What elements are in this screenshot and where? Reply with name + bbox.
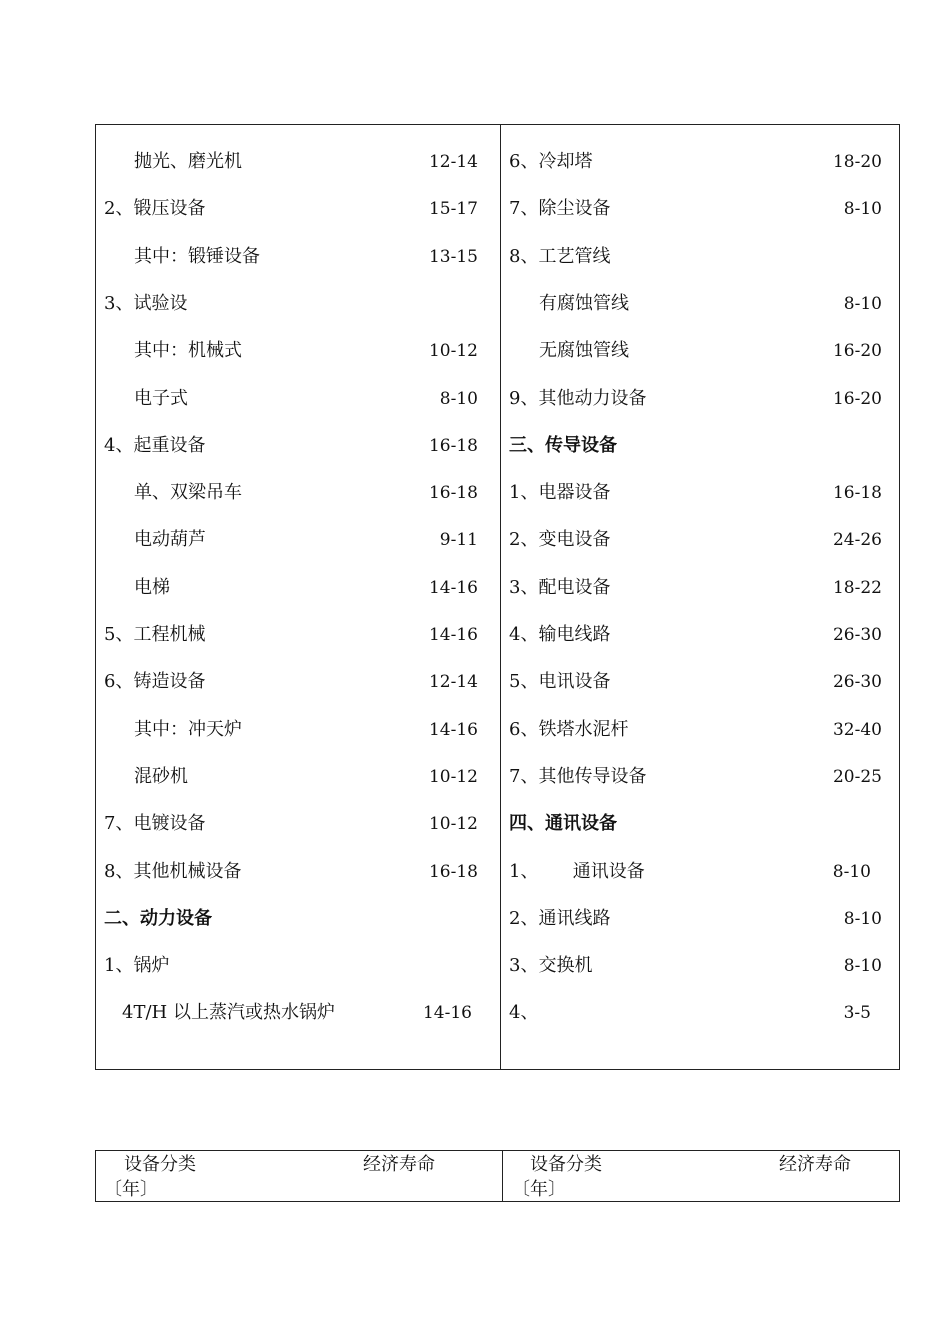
equipment-category: 7、电镀设备 <box>104 813 206 835</box>
table-row <box>96 194 500 224</box>
table-row <box>501 242 899 272</box>
equipment-category: 4T/H 以上蒸汽或热水锅炉 <box>122 1002 335 1024</box>
table-row <box>96 762 500 792</box>
section-heading: 三、传导设备 <box>509 434 617 456</box>
header-cell-left <box>96 1151 502 1201</box>
equipment-category: 6、铸造设备 <box>104 671 206 693</box>
economic-life-value: 24-26 <box>832 530 882 551</box>
economic-life-value: 8-10 <box>843 293 882 314</box>
economic-life-value: 16-18 <box>428 435 478 456</box>
economic-life-value: 16-18 <box>428 483 478 504</box>
header-cell-right <box>503 1151 899 1201</box>
header-unit: 〔年〕 <box>512 1179 566 1200</box>
economic-life-value: 8-10 <box>439 388 478 409</box>
equipment-category: 有腐蚀管线 <box>539 292 629 314</box>
table-row <box>96 998 500 1028</box>
header-unit: 〔年〕 <box>104 1179 158 1200</box>
economic-life-value: 32-40 <box>832 719 882 740</box>
economic-life-value: 3-5 <box>843 1003 871 1024</box>
table-row <box>501 762 899 792</box>
header-category: 设备分类 <box>530 1154 602 1175</box>
equipment-category: 3、配电设备 <box>509 576 611 598</box>
equipment-category: 4、输电线路 <box>509 624 611 645</box>
economic-life-value: 16-18 <box>832 483 882 504</box>
table-row <box>501 667 899 697</box>
economic-life-value: 26-30 <box>832 625 882 645</box>
section-heading: 四、通讯设备 <box>509 813 617 835</box>
table-row <box>96 289 500 319</box>
economic-life-value: 10-12 <box>428 766 478 787</box>
table-row <box>96 384 500 414</box>
section-heading-row <box>501 809 899 839</box>
equipment-category: 抛光、磨光机 <box>134 151 242 172</box>
economic-life-value: 15-17 <box>428 199 478 220</box>
equipment-category: 8、其他机械设备 <box>104 860 242 882</box>
table-row <box>501 147 899 177</box>
table-row <box>96 951 500 981</box>
table-row <box>501 715 899 745</box>
header-life: 经济寿命 <box>779 1154 851 1175</box>
section-heading-row <box>501 431 899 461</box>
economic-life-value: 18-20 <box>832 152 882 172</box>
equipment-category: 其中：机械式 <box>134 340 242 362</box>
equipment-category: 7、除尘设备 <box>509 198 611 220</box>
equipment-category: 1、 通讯设备 <box>509 860 645 882</box>
equipment-category: 7、其他传导设备 <box>509 765 647 787</box>
economic-life-value: 8-10 <box>843 908 882 929</box>
table-row <box>96 525 500 555</box>
economic-life-value: 12-14 <box>428 152 478 172</box>
table-row <box>96 478 500 508</box>
equipment-category: 电动葫芦 <box>134 529 206 551</box>
table-row <box>501 857 899 887</box>
equipment-category: 电子式 <box>134 387 188 409</box>
equipment-category: 混砂机 <box>134 765 188 787</box>
equipment-category: 6、冷却塔 <box>509 151 593 172</box>
equipment-category: 5、工程机械 <box>104 624 206 645</box>
economic-life-value: 10-12 <box>428 341 478 362</box>
table-row <box>96 242 500 272</box>
table-row <box>501 384 899 414</box>
table-row <box>96 336 500 366</box>
table-row <box>501 336 899 366</box>
equipment-category: 4、 <box>509 1002 539 1024</box>
equipment-category: 无腐蚀管线 <box>539 340 629 362</box>
economic-life-value: 16-20 <box>832 388 882 409</box>
table-row <box>501 525 899 555</box>
equipment-category: 其中：锻锤设备 <box>134 245 260 267</box>
equipment-category: 6、铁塔水泥杆 <box>509 718 629 740</box>
table-row <box>501 289 899 319</box>
economic-life-value: 14-16 <box>422 1003 472 1024</box>
equipment-category: 单、双梁吊车 <box>134 482 242 504</box>
equipment-category: 1、电器设备 <box>509 482 611 504</box>
header-category: 设备分类 <box>124 1154 196 1175</box>
equipment-category: 3、试验设 <box>104 292 188 314</box>
equipment-category: 2、通讯线路 <box>509 907 611 929</box>
economic-life-value: 8-10 <box>843 956 882 977</box>
equipment-category: 8、工艺管线 <box>509 245 611 267</box>
economic-life-value: 18-22 <box>832 577 882 598</box>
section-heading: 二、动力设备 <box>104 907 212 929</box>
table-row <box>501 904 899 934</box>
table-row <box>96 620 500 650</box>
table-row <box>501 573 899 603</box>
table-row <box>96 573 500 603</box>
equipment-category: 4、起重设备 <box>104 434 206 456</box>
economic-life-value: 8-10 <box>843 199 882 220</box>
table-row <box>501 194 899 224</box>
table-row <box>96 857 500 887</box>
table-row <box>501 951 899 981</box>
economic-life-value: 14-16 <box>428 625 478 645</box>
equipment-life-table <box>95 124 900 1070</box>
header-life: 经济寿命 <box>363 1154 435 1175</box>
economic-life-value: 14-16 <box>428 577 478 598</box>
equipment-category: 2、锻压设备 <box>104 198 206 220</box>
economic-life-value: 16-20 <box>832 341 882 362</box>
equipment-category: 9、其他动力设备 <box>509 387 647 409</box>
table-row <box>96 147 500 177</box>
equipment-category: 2、变电设备 <box>509 529 611 551</box>
economic-life-value: 26-30 <box>832 672 882 693</box>
equipment-category: 5、电讯设备 <box>509 671 611 693</box>
table-row <box>501 620 899 650</box>
economic-life-value: 20-25 <box>832 766 882 787</box>
equipment-category: 1、锅炉 <box>104 955 170 977</box>
equipment-category: 电梯 <box>134 576 170 598</box>
economic-life-value: 9-11 <box>439 530 478 551</box>
section-heading-row <box>96 904 500 934</box>
header-table <box>95 1150 900 1202</box>
table-row <box>96 431 500 461</box>
economic-life-value: 14-16 <box>428 719 478 740</box>
equipment-category: 其中：冲天炉 <box>134 718 242 740</box>
economic-life-value: 10-12 <box>428 814 478 835</box>
table-row <box>96 667 500 697</box>
table-row <box>501 998 899 1028</box>
table-row <box>96 809 500 839</box>
economic-life-value: 13-15 <box>428 246 478 267</box>
table-row <box>96 715 500 745</box>
economic-life-value: 12-14 <box>428 672 478 693</box>
economic-life-value: 8-10 <box>832 861 871 882</box>
table-row <box>501 478 899 508</box>
economic-life-value: 16-18 <box>428 861 478 882</box>
equipment-category: 3、交换机 <box>509 955 593 977</box>
